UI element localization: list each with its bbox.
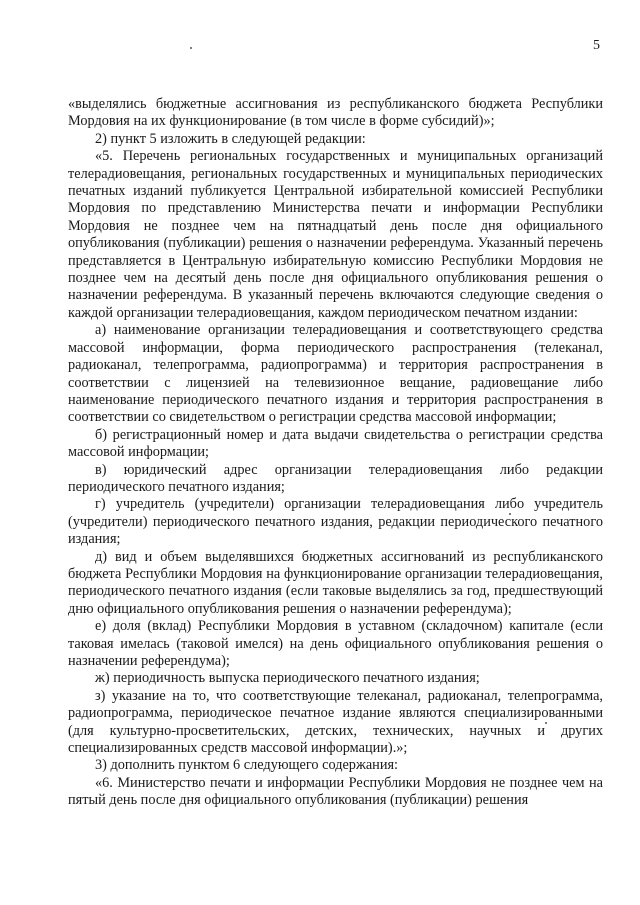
paragraph-item-3: 3) дополнить пунктом 6 следующего содержания:	[95, 757, 399, 774]
document-body	[68, 96, 603, 810]
paragraph-subitem-e: е) доля (вклад) Республики Мордовия в уставном (складочном) капитале (если таковая имелась (таковой имелся) на день официального опубликования решения о назначении референдума);	[68, 618, 603, 669]
paragraph-subitem-d: д) вид и объем выделявшихся бюджетных ассигнований из республиканского бюджета Республики Мордовия на функционирование организации телерадиовещания, периодического печатного издания (если таковые выделялись за год, предшествующий дню официального опубликования решения о назначении референдума);	[68, 548, 603, 617]
paragraph-subitem-b: б) регистрационный номер и дата выдачи свидетельства о регистрации средства массовой информации;	[68, 426, 603, 461]
paragraph-subitem-a: а) наименование организации телерадиовещания и соответствующего средства массовой информации, форма периодического распространения (телеканал, радиоканал, телепрограмма, радиопрограмма) и территория распространения в соответствии с лицензией на телевизионное вещание, радиовещание либо наименование периодического печатного издания и территория распространения в соответствии со свидетельством о регистрации средства массовой информации;	[68, 322, 603, 426]
paragraph-continuation: «выделялись бюджетные ассигнования из республиканского бюджета Республики Мордовия на их функционирование (в том числе в форме субсидий)»;	[68, 96, 603, 130]
page-number: 5	[593, 38, 600, 53]
paragraph-point-5: «5. Перечень региональных государственных и муниципальных организаций телерадиовещания, региональных государственных и муниципальных периодических печатных изданий публикуется Центральной избирательной комиссией Республики Мордовия по представлению Министерства печати и информации Республики Мордовия не позднее чем на пятнадцатый день после дня официального опубликования (публикации) решения о назначении референдума. Указанный перечень представляется в Центральную избирательную комиссию Республики Мордовия не позднее чем на десятый день после дня официального опубликования решения о назначении референдума. В указанный перечень включаются следующие сведения о каждой организации телерадиовещания, каждом периодическом печатном издании:	[68, 148, 603, 321]
scan-speck	[190, 47, 192, 49]
paragraph-subitem-zh: ж) периодичность выпуска периодического печатного издания;	[95, 670, 480, 687]
paragraph-subitem-g: г) учредитель (учредители) организации телерадиовещания либо учредитель (учредители) периодического печатного издания, редакции периодического печатного издания;	[68, 496, 603, 548]
paragraph-item-2: 2) пункт 5 изложить в следующей редакции:	[95, 130, 366, 147]
paragraph-subitem-z: з) указание на то, что соответствующие телеканал, радиоканал, телепрограмма, радиопрограмма, периодическое печатное издание являются специализированными (для культурно-просветительских, детских, технических, научных и других специализированных средств массовой информации).»;	[68, 687, 603, 757]
paragraph-point-6: «6. Министерство печати и информации Республики Мордовия не позднее чем на пятый день после дня официального опубликования (публикации) решения	[68, 774, 603, 809]
paragraph-subitem-v: в) юридический адрес организации телерадиовещания либо редакции периодического печатного издания;	[68, 461, 603, 495]
